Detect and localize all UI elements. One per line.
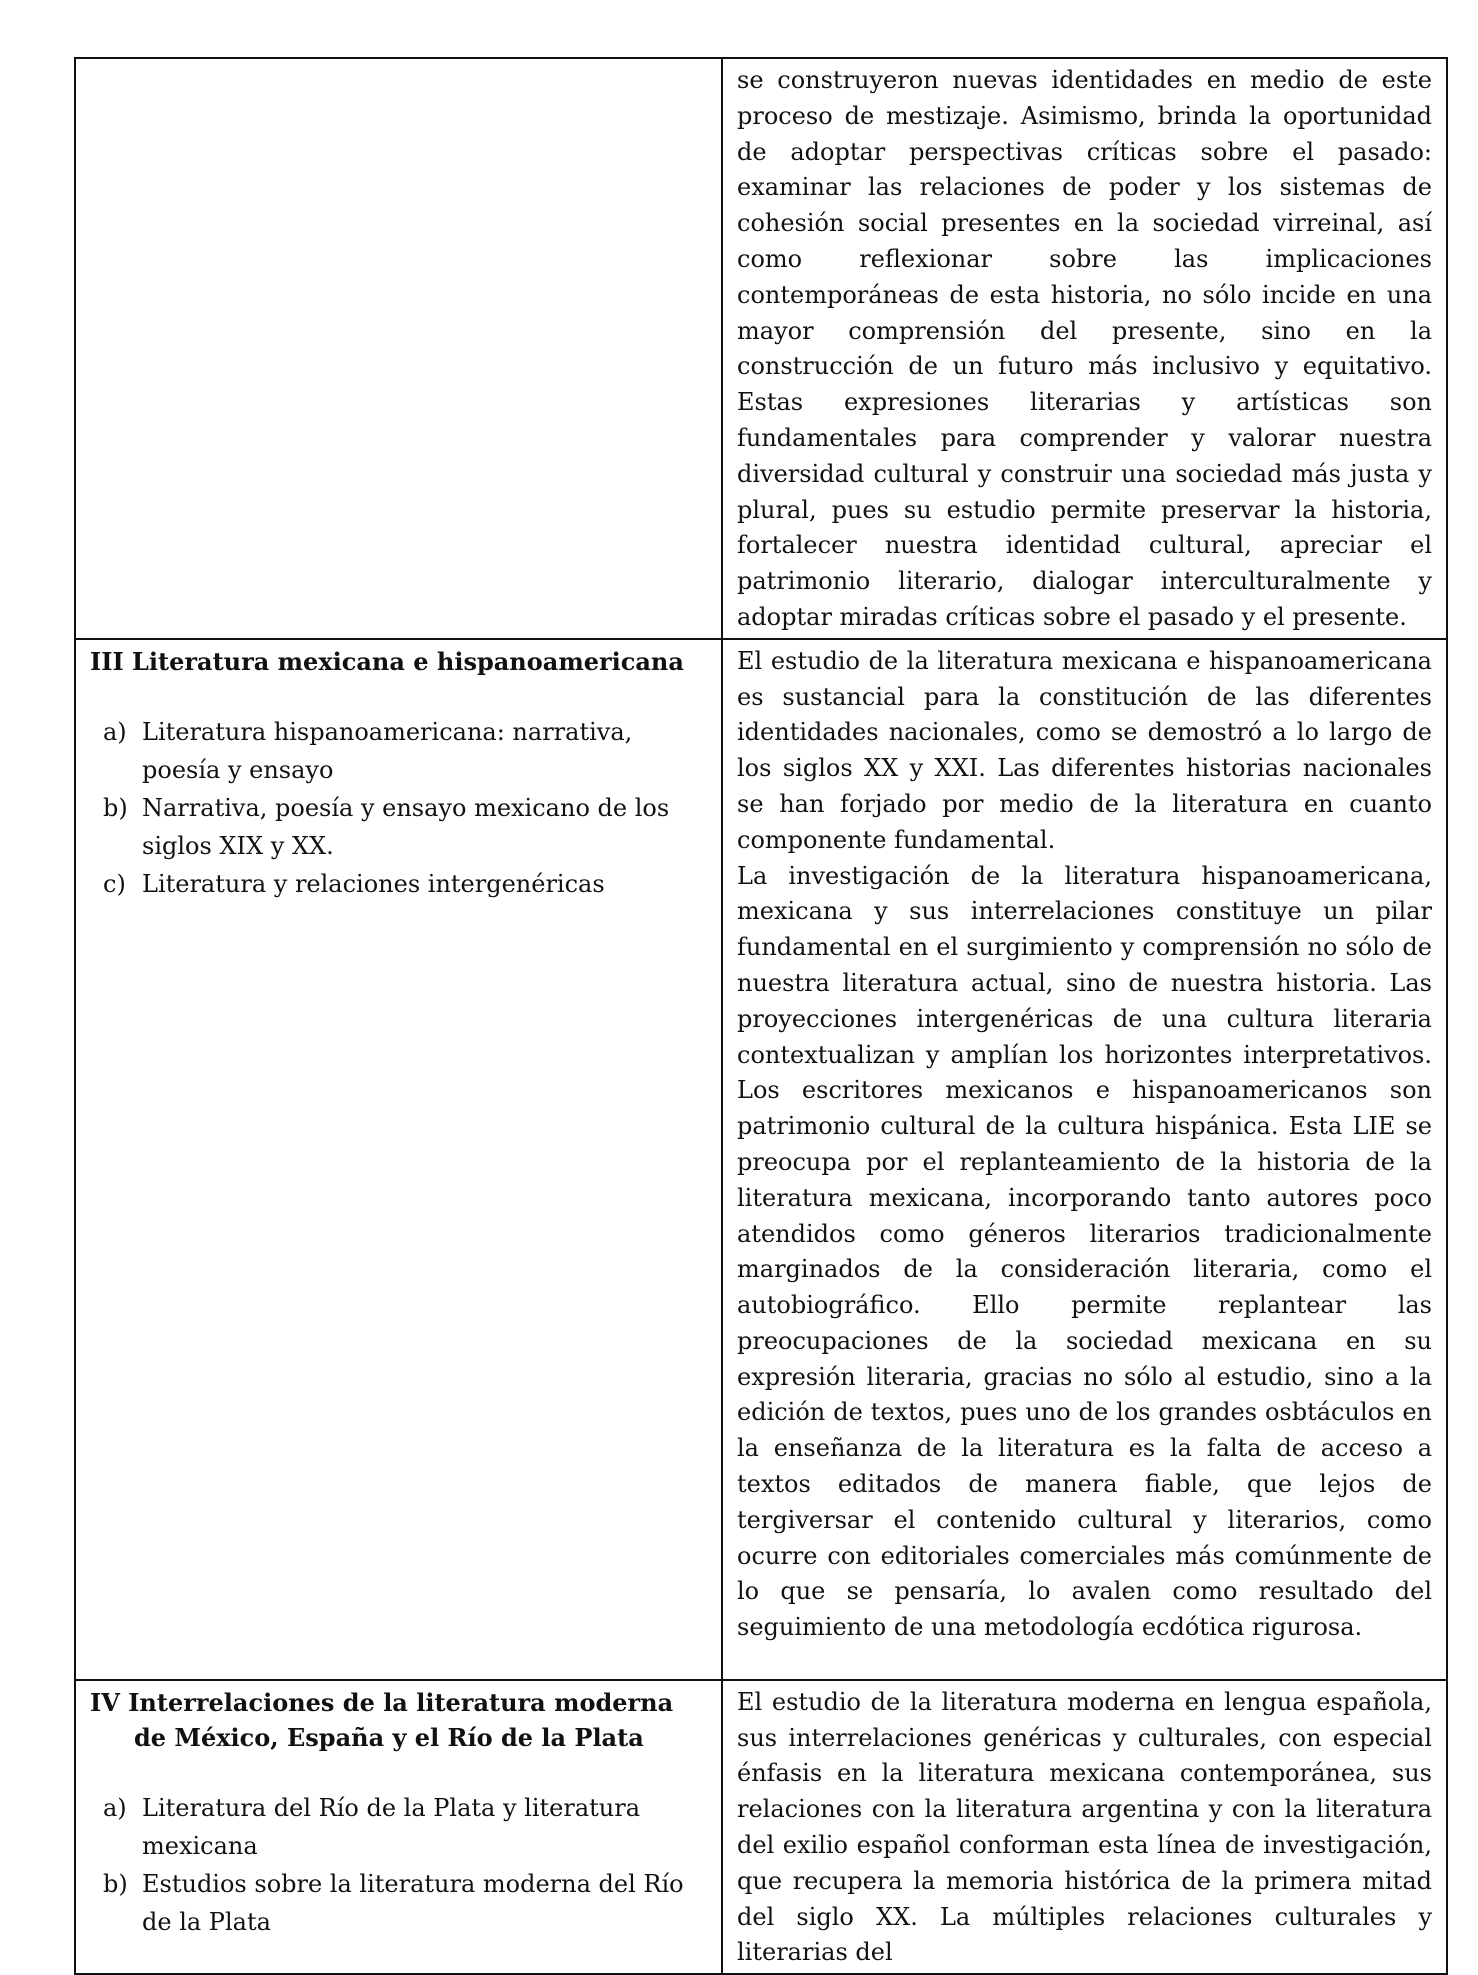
list-item <box>90 865 707 903</box>
description-cell <box>722 639 1447 1680</box>
list-item <box>90 1865 707 1941</box>
list-item <box>90 789 707 865</box>
description-paragraph: El estudio de la literatura mexicana e hispanoamericana es sustancial para la constitución de las diferentes identidades nacionales, como se demostró a lo largo de los siglos XX y XXI. Las diferentes historias nacionales se han forjado por medio de la literatura en cuanto componente fundamental. <box>737 646 1432 854</box>
list-item-text: Literatura del Río de la Plata y literatura mexicana <box>142 1793 641 1860</box>
list-item-text: Literatura hispanoamericana: narrativa, poesía y ensayo <box>142 717 633 784</box>
list-item <box>90 713 707 789</box>
subtopic-list <box>90 713 707 903</box>
table-row <box>75 639 1447 1680</box>
list-marker: b) <box>103 793 128 822</box>
subtopic-list <box>90 1789 707 1941</box>
description-paragraph: El estudio de la literatura moderna en lengua española, sus interrelaciones genéricas y culturales, con especial énfasis en la literatura mexicana contemporánea, sus relaciones con la literatura argentina y con la literatura del exilio español conforman esta línea de investigación, que recupera la memoria histórica de la primera mitad del siglo XX. La múltiples relaciones culturales y literarias del <box>737 1687 1432 1967</box>
list-item-text: Narrativa, poesía y ensayo mexicano de los siglos XIX y XX. <box>142 793 670 860</box>
spacer <box>90 1755 707 1789</box>
description-paragraph: se construyeron nuevas identidades en medio de este proceso de mestizaje. Asimismo, brinda la oportunidad de adoptar perspectivas críticas sobre el pasado: examinar las relaciones de poder y los sistemas de cohesión social presentes en la sociedad virreinal, así como reflexionar sobre las implicaciones contemporáneas de esta historia, no sólo incide en una mayor comprensión del presente, sino en la construcción de un futuro más inclusivo y equitativo. Estas expresiones literarias y artísticas son fundamentales para comprender y valorar nuestra diversidad cultural y construir una sociedad más justa y plural, pues su estudio permite preservar la historia, fortalecer nuestra identidad cultural, apreciar el patrimonio literario, dialogar interculturalmente y adoptar miradas críticas sobre el pasado y el presente. <box>737 66 1432 631</box>
topic-cell <box>75 1680 722 1974</box>
list-marker: c) <box>103 869 126 898</box>
list-item-text: Estudios sobre la literatura moderna del Río de la Plata <box>142 1869 684 1936</box>
spacer <box>90 679 707 713</box>
list-item-text: Literatura y relaciones intergenéricas <box>142 869 605 898</box>
table-row <box>75 58 1447 639</box>
list-item <box>90 1789 707 1865</box>
list-marker: a) <box>103 1793 127 1822</box>
topic-cell <box>75 639 722 1680</box>
list-marker: b) <box>103 1869 128 1898</box>
topic-cell <box>75 58 722 639</box>
description-cell <box>722 58 1447 639</box>
list-marker: a) <box>103 717 127 746</box>
section-title: III Literatura mexicana e hispanoamericana <box>90 646 684 676</box>
description-cell <box>722 1680 1447 1974</box>
section-title: IV Interrelaciones de la literatura moderna de México, España y el Río de la Plata <box>90 1687 674 1752</box>
lines-of-research-table <box>74 57 1448 1975</box>
table-row <box>75 1680 1447 1974</box>
description-paragraph: La investigación de la literatura hispanoamericana, mexicana y sus interrelaciones constituye un pilar fundamental en el surgimiento y comprensión no sólo de nuestra literatura actual, sino de nuestra historia. Las proyecciones intergenéricas de una cultura literaria contextualizan y amplían los horizontes interpretativos. Los escritores mexicanos e hispanoamericanos son patrimonio cultural de la cultura hispánica. Esta LIE se preocupa por el replanteamiento de la historia de la literatura mexicana, incorporando tanto autores poco atendidos como géneros literarios tradicionalmente marginados de la consideración literaria, como el autobiográfico. Ello permite replantear las preocupaciones de la sociedad mexicana en su expresión literaria, gracias no sólo al estudio, sino a la edición de textos, pues uno de los grandes osbtáculos en la enseñanza de la literatura es la falta de acceso a textos editados de manera fiable, que lejos de tergiversar el contenido cultural y literarios, como ocurre con editoriales comerciales más comúnmente de lo que se pensaría, lo avalen como resultado del seguimiento de una metodología ecdótica rigurosa. <box>737 861 1432 1642</box>
